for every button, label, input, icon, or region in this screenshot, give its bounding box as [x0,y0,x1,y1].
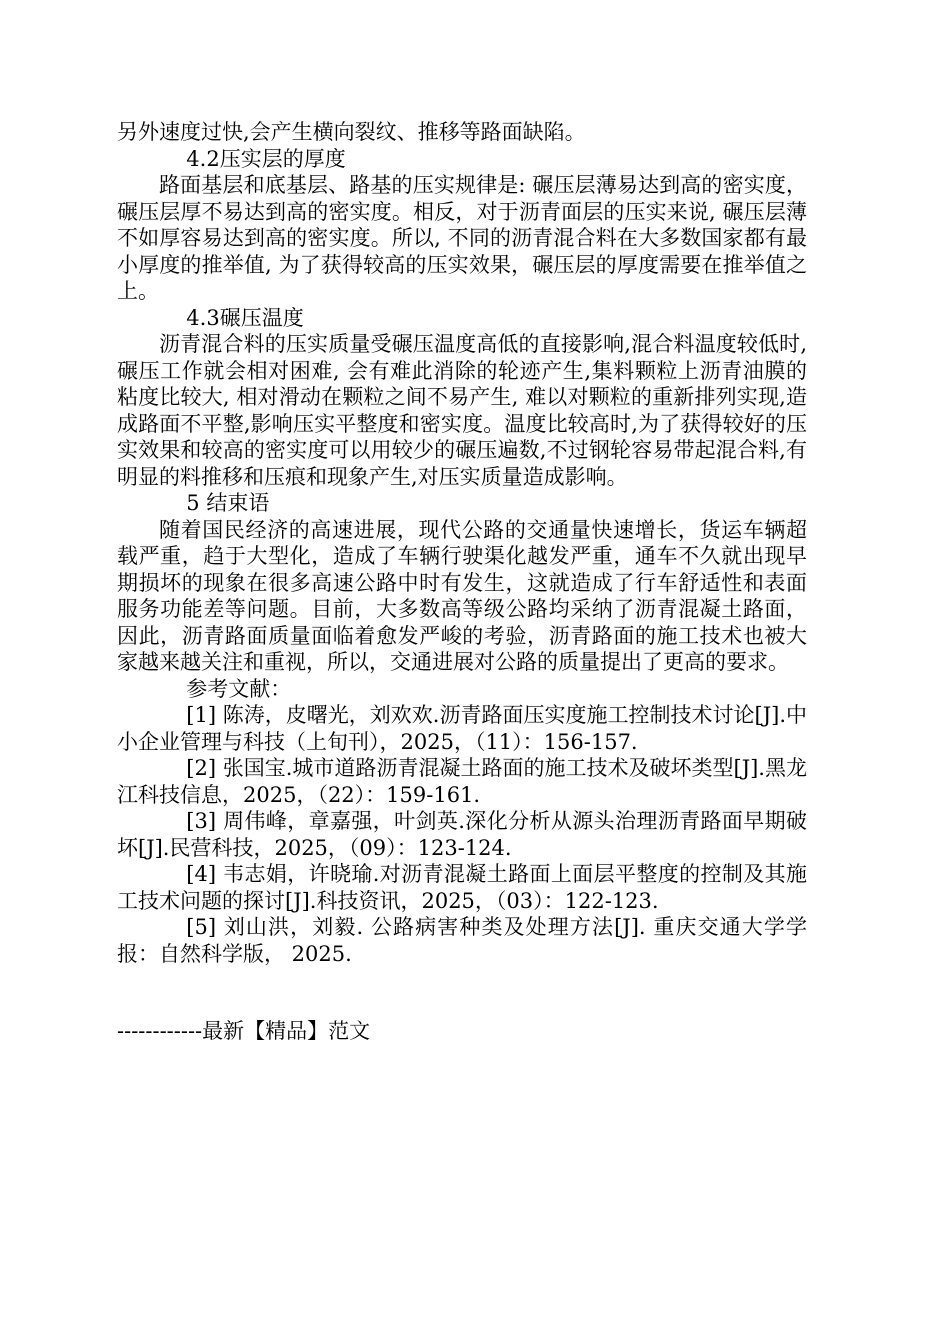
section-heading-4-2: 4.2压实层的厚度 [186,146,346,171]
paragraph-layer-thickness: 路面基层和底基层、路基的压实规律是: 碾压层薄易达到高的密实度，碾压层厚不易达到高的密实度。相反，对于沥青面层的压实来说, 碾压层薄不如厚容易达到高的密实度。所以, 不同的沥青混合料在大多数国家都有最小厚度的推举值, 为了获得较高的压实效果，碾压层的厚度需要在推举值之上。 [117,173,807,303]
reference-item: [1] 陈涛，皮曙光，刘欢欢.沥青路面压实度施工控制技术讨论[J].中小企业管理与科技（上旬刊），2025，（11）：156-157. [117,703,807,754]
paragraph-rolling-temperature: 沥青混合料的压实质量受碾压温度高低的直接影响,混合料温度较低时,碾压工作就会相对困难, 会有难此消除的轮迹产生,集料颗粒上沥青油膜的粘度比较大, 相对滑动在颗粒之间不易产生, 难以对颗粒的重新排列实现,造成路面不平整,影响压实平整度和密实度。温度比较高时,为了获得较好的压实效果和较高的密实度可以用较少的碾压遍数,不过钢轮容易带起混合料,有明显的料推移和压痕和现象产生,对压实质量造成影响。 [117,332,807,489]
reference-item: [3] 周伟峰，章嘉强，叶剑英.深化分析从源头治理沥青路面早期破坏[J].民营科技，2025，（09）：123-124. [117,809,807,860]
paragraph-conclusion: 随着国民经济的高速进展，现代公路的交通量快速增长，货运车辆超载严重，趋于大型化，造成了车辆行驶渠化越发严重，通车不久就出现早期损坏的现象在很多高速公路中时有发生，这就造成了行车舒适性和表面服务功能差等问题。目前，大多数高等级公路均采纳了沥青混凝土路面，因此，沥青路面质量面临着愈发严峻的考验，沥青路面的施工技术也被大家越来越关注和重视，所以，交通进展对公路的质量提出了更高的要求。 [117,517,807,674]
document-body [117,119,807,967]
page-footer: ------------最新【精品】范文 [117,1019,371,1043]
reference-item: [4] 韦志娟，许晓瑜.对沥青混凝土路面上面层平整度的控制及其施工技术问题的探讨[J].科技资讯，2025，（03）：122-123. [117,862,807,913]
section-heading-4-3: 4.3碾压温度 [186,305,304,330]
section-heading-5: 5 结束语 [186,491,270,515]
paragraph-speed-defects: 另外速度过快,会产生横向裂纹、推移等路面缺陷。 [117,120,586,144]
reference-item: [5] 刘山洪，刘毅. 公路病害种类及处理方法[J]. 重庆交通大学学报：自然科学版， 2025. [117,915,807,966]
reference-list [117,702,807,967]
references-heading: 参考文献： [186,676,292,701]
reference-item: [2] 张国宝.城市道路沥青混凝土路面的施工技术及破坏类型[J].黑龙江科技信息，2025，（22）：159-161. [117,756,807,807]
